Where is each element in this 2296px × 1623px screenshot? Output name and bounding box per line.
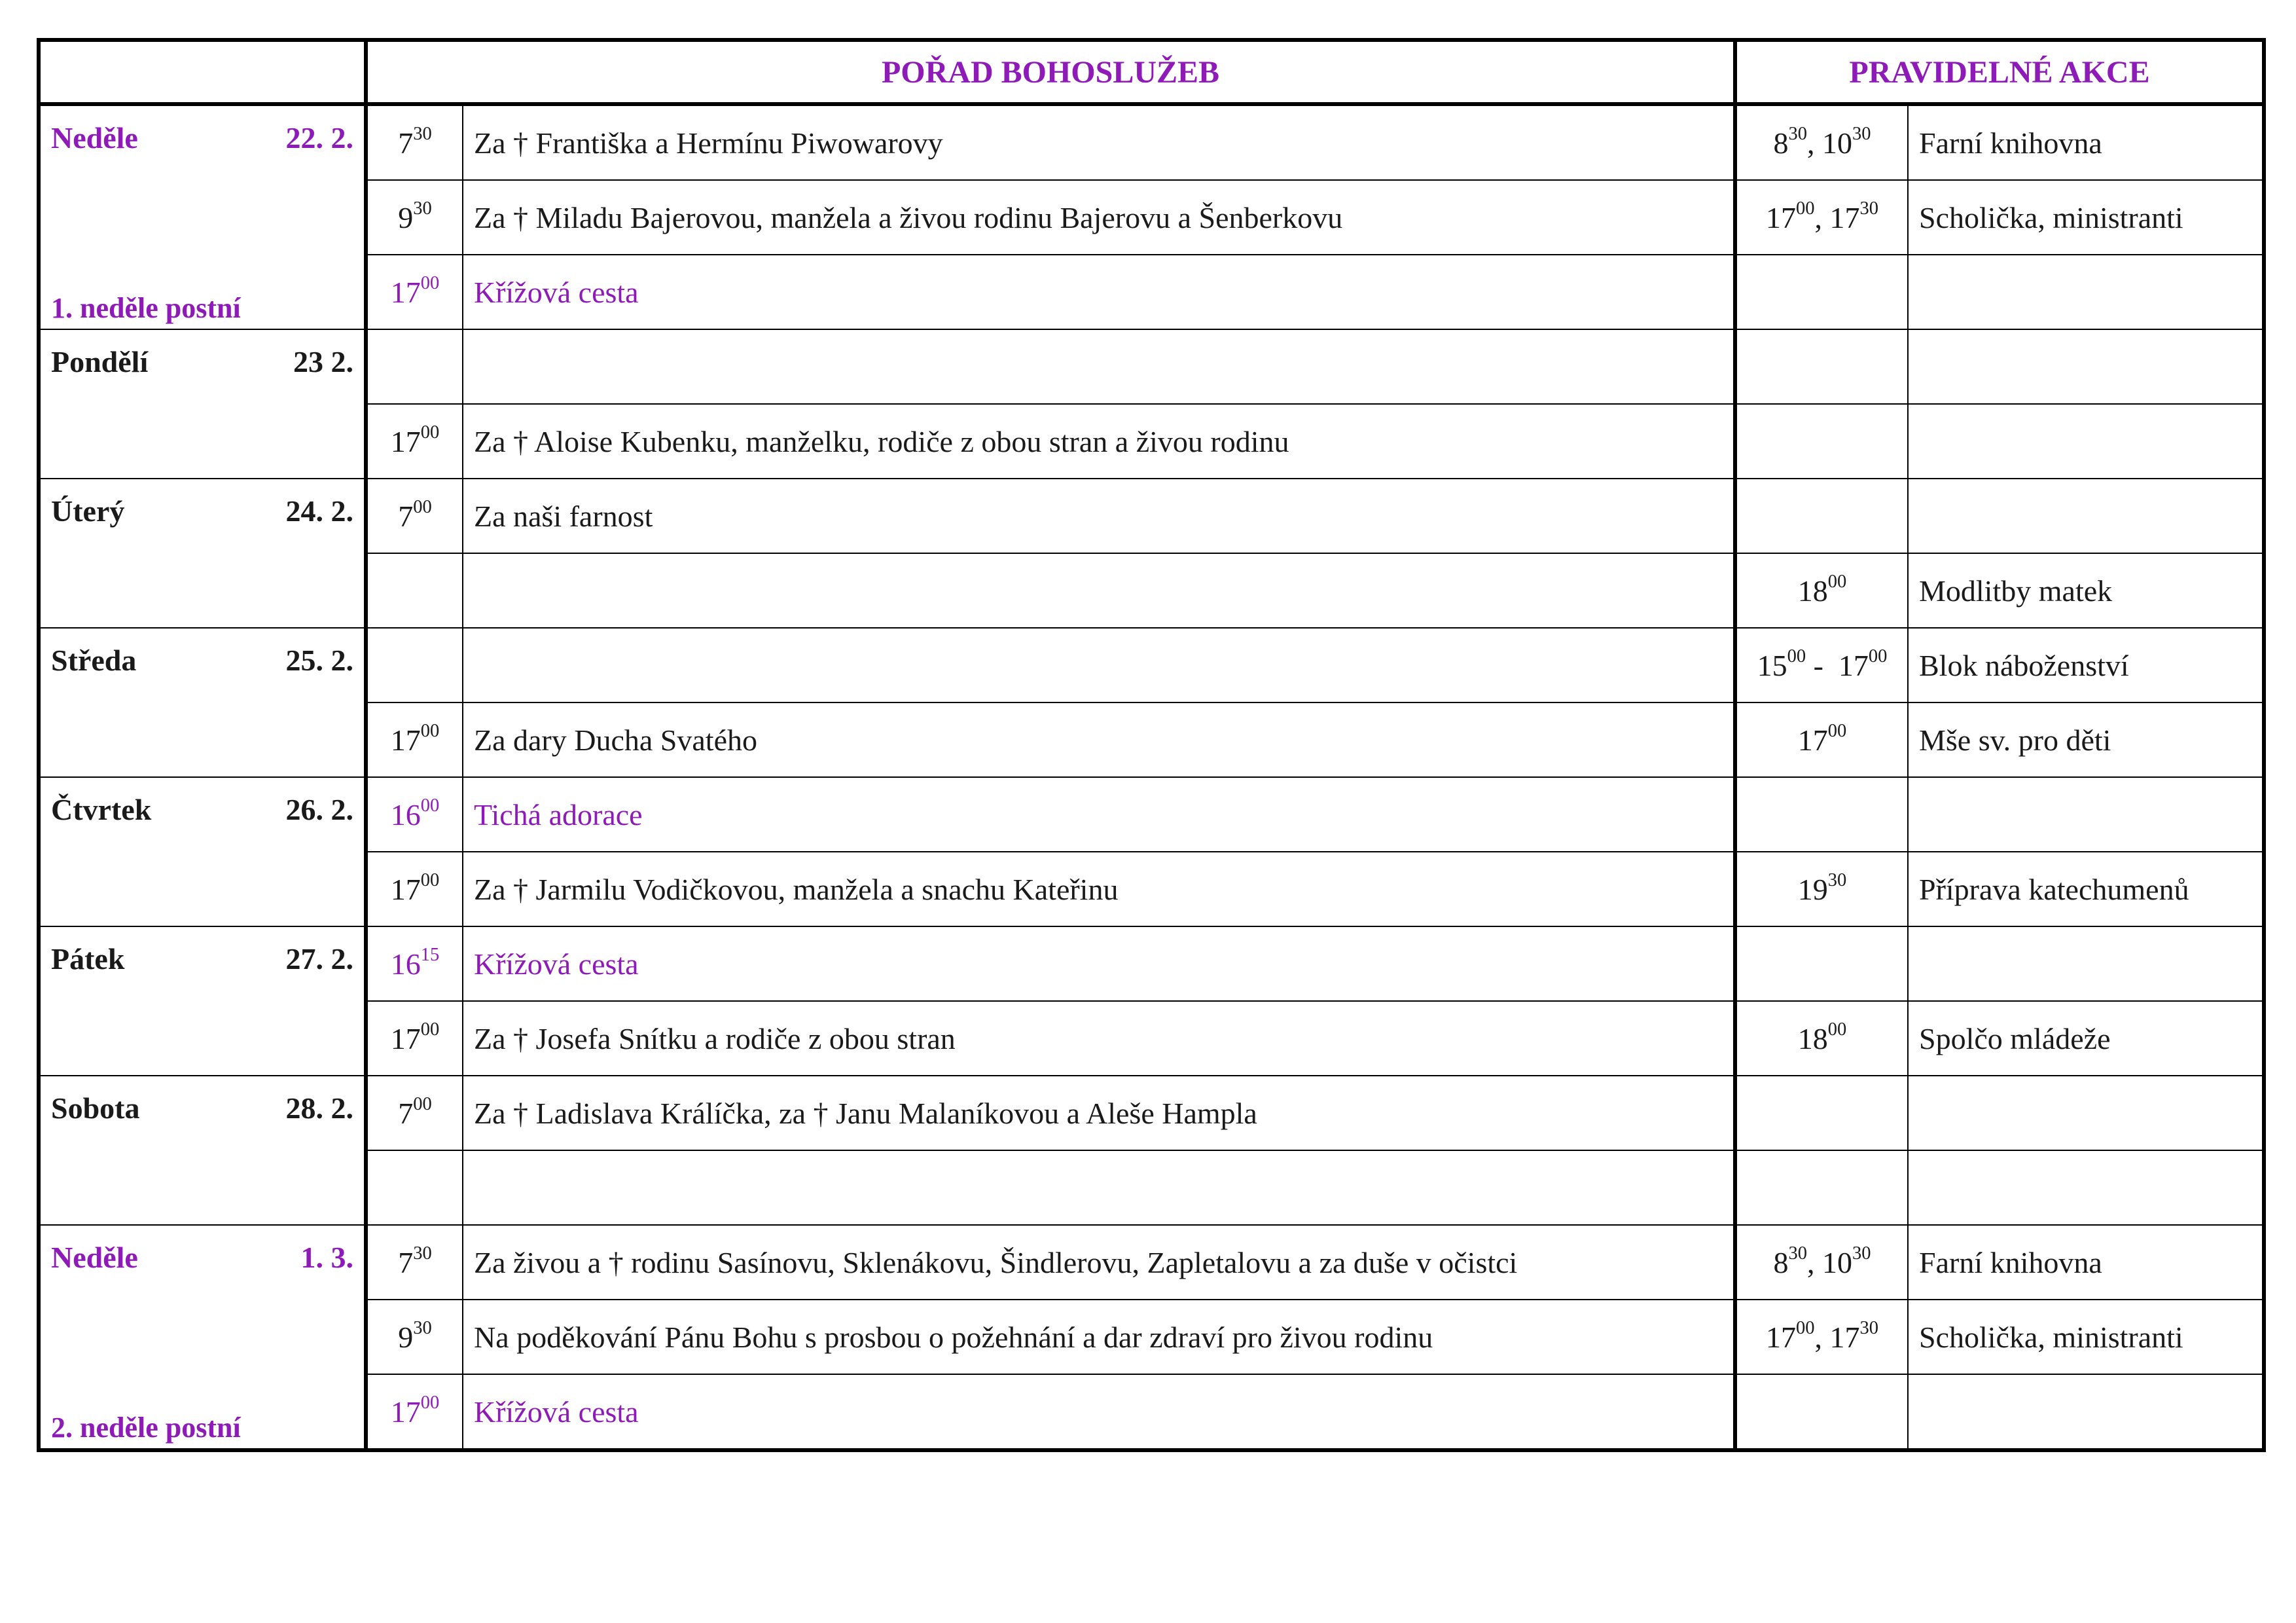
mass-time-value (398, 1093, 432, 1130)
time-hour: 9 (398, 200, 414, 234)
header-row (39, 40, 2264, 104)
time-hour: 17 (1829, 200, 1860, 234)
time-hour: 17 (1829, 1320, 1860, 1354)
time-hour: 7 (398, 499, 414, 533)
event-name (1908, 777, 2264, 852)
mass-intention: Za dary Ducha Svatého (463, 702, 1735, 777)
mass-time (366, 702, 463, 777)
mass-intention: Křížová cesta (463, 255, 1735, 329)
mass-time (366, 553, 463, 628)
mass-time (366, 329, 463, 404)
event-name (1908, 404, 2264, 479)
time-hour: 16 (390, 947, 421, 981)
schedule-row (39, 777, 2264, 852)
mass-time-value (398, 198, 432, 234)
day-date: 28. 2. (285, 1091, 353, 1125)
day-name: Středa (51, 644, 137, 677)
day-cell (39, 329, 366, 479)
day-heading (51, 792, 353, 827)
time-hour: 18 (1797, 1021, 1828, 1055)
day-cell (39, 104, 366, 329)
time-minute: 30 (413, 123, 432, 144)
time-hour: 19 (1797, 872, 1828, 906)
day-name: Pátek (51, 942, 125, 976)
time-minute: 00 (420, 869, 440, 890)
header-blank (39, 40, 366, 104)
day-name: Pondělí (51, 345, 149, 378)
schedule-row (39, 702, 2264, 777)
time-minute: 30 (413, 1243, 432, 1264)
event-name (1908, 1150, 2264, 1225)
time-hour: 7 (398, 1096, 414, 1130)
day-cell-inner (51, 120, 353, 324)
day-name: Čtvrtek (51, 793, 152, 826)
day-heading (51, 941, 353, 976)
time-hour: 17 (390, 1395, 421, 1429)
mass-intention: Křížová cesta (463, 1374, 1735, 1450)
day-name: Neděle (51, 1241, 138, 1274)
schedule-row (39, 479, 2264, 553)
time-minute: 00 (420, 720, 440, 741)
day-name: Úterý (51, 494, 125, 528)
day-date: 1. 3. (300, 1241, 353, 1274)
event-name: Spolčo mládeže (1908, 1001, 2264, 1076)
header-porad-bohosluzeb: POŘAD BOHOSLUŽEB (366, 40, 1735, 104)
event-time-separator: , (1807, 1245, 1822, 1279)
event-name: Scholička, ministranti (1908, 1300, 2264, 1374)
mass-time (366, 1150, 463, 1225)
time-minute: 30 (1788, 1243, 1807, 1264)
day-cell-inner (51, 1091, 353, 1218)
mass-time-value (390, 869, 440, 906)
day-cell-inner (51, 643, 353, 770)
event-time (1735, 255, 1908, 329)
mass-intention (463, 553, 1735, 628)
mass-intention (463, 628, 1735, 702)
time-minute: 00 (420, 422, 440, 443)
mass-time (366, 104, 463, 180)
mass-intention: Za † Aloise Kubenku, manželku, rodiče z obou stran a živou rodinu (463, 404, 1735, 479)
schedule-row (39, 1374, 2264, 1450)
schedule-body (39, 104, 2264, 1450)
day-cell (39, 1225, 366, 1450)
day-cell-inner (51, 792, 353, 919)
event-time-separator: , (1814, 200, 1830, 234)
mass-intention: Za † Josefa Snítku a rodiče z obou stran (463, 1001, 1735, 1076)
time-minute: 00 (1787, 646, 1806, 666)
event-time (1735, 1225, 1908, 1300)
time-hour: 8 (1773, 126, 1789, 160)
schedule-row (39, 104, 2264, 180)
schedule-row (39, 1150, 2264, 1225)
time-minute: 00 (1795, 198, 1815, 219)
event-name (1908, 926, 2264, 1001)
event-name: Blok náboženství (1908, 628, 2264, 702)
time-minute: 00 (413, 1093, 432, 1114)
time-minute: 00 (420, 272, 440, 293)
day-cell (39, 628, 366, 777)
mass-time (366, 180, 463, 255)
day-heading (51, 1091, 353, 1125)
time-minute: 00 (1827, 1019, 1847, 1040)
header-pravidelne-akce: PRAVIDELNÉ AKCE (1735, 40, 2264, 104)
mass-time-value (398, 123, 432, 160)
schedule-row (39, 1300, 2264, 1374)
mass-time (366, 404, 463, 479)
time-minute: 30 (1852, 1243, 1871, 1264)
mass-time-value (398, 1317, 432, 1354)
day-heading (51, 1240, 353, 1275)
event-time (1735, 180, 1908, 255)
day-cell (39, 1076, 366, 1225)
time-hour: 9 (398, 1320, 414, 1354)
event-time-separator: , (1807, 126, 1822, 160)
event-name: Příprava katechumenů (1908, 852, 2264, 926)
time-minute: 30 (1852, 123, 1871, 144)
time-minute: 00 (1827, 571, 1847, 592)
event-name (1908, 255, 2264, 329)
time-minute: 30 (1859, 1317, 1879, 1338)
event-time (1735, 479, 1908, 553)
schedule-row (39, 852, 2264, 926)
day-heading (51, 120, 353, 155)
day-date: 25. 2. (285, 644, 353, 677)
mass-intention: Za živou a † rodinu Sasínovu, Sklenákovu, Šindlerovu, Zapletalovu a za duše v očistci (463, 1225, 1735, 1300)
time-hour: 17 (390, 872, 421, 906)
schedule-row (39, 628, 2264, 702)
event-time (1735, 553, 1908, 628)
time-hour: 10 (1822, 1245, 1852, 1279)
day-heading (51, 643, 353, 678)
day-name: Neděle (51, 121, 138, 155)
time-minute: 30 (1859, 198, 1879, 219)
time-minute: 00 (1795, 1317, 1815, 1338)
event-time (1735, 926, 1908, 1001)
mass-time-value (398, 496, 432, 533)
event-time-value (1797, 720, 1847, 757)
event-time (1735, 702, 1908, 777)
mass-time-value (390, 944, 440, 981)
day-cell-inner (51, 941, 353, 1068)
mass-time-value (390, 422, 440, 458)
mass-time-value (398, 1243, 432, 1279)
day-note: 1. neděle postní (51, 292, 241, 324)
schedule-row (39, 255, 2264, 329)
mass-intention: Na poděkování Pánu Bohu s prosbou o požehnání a dar zdraví pro živou rodinu (463, 1300, 1735, 1374)
time-hour: 17 (1765, 200, 1796, 234)
event-name (1908, 1374, 2264, 1450)
event-name: Farní knihovna (1908, 1225, 2264, 1300)
mass-intention: Za naši farnost (463, 479, 1735, 553)
event-time (1735, 852, 1908, 926)
day-cell (39, 926, 366, 1076)
schedule-row (39, 926, 2264, 1001)
schedule-row (39, 329, 2264, 404)
mass-intention: Tichá adorace (463, 777, 1735, 852)
mass-time (366, 255, 463, 329)
mass-time (366, 479, 463, 553)
event-name: Farní knihovna (1908, 104, 2264, 180)
time-hour: 10 (1822, 126, 1852, 160)
time-minute: 00 (420, 1019, 440, 1040)
mass-time (366, 852, 463, 926)
event-time (1735, 777, 1908, 852)
mass-intention: Křížová cesta (463, 926, 1735, 1001)
day-cell (39, 777, 366, 926)
event-name: Mše sv. pro děti (1908, 702, 2264, 777)
time-hour: 17 (390, 275, 421, 309)
day-cell-inner (51, 494, 353, 621)
mass-intention: Za † Ladislava Králíčka, za † Janu Malaníkovou a Aleše Hampla (463, 1076, 1735, 1150)
time-minute: 00 (420, 795, 440, 816)
time-minute: 00 (1868, 646, 1888, 666)
day-name: Sobota (51, 1091, 140, 1125)
time-hour: 15 (1757, 648, 1787, 682)
mass-time (366, 777, 463, 852)
event-time-separator: - (1806, 648, 1839, 682)
event-time-value (1829, 198, 1879, 234)
event-time (1735, 628, 1908, 702)
event-time-value (1797, 1019, 1847, 1055)
time-hour: 7 (398, 126, 414, 160)
schedule-row (39, 1225, 2264, 1300)
day-date: 24. 2. (285, 494, 353, 528)
event-time-value (1765, 198, 1815, 234)
event-time-value (1829, 1317, 1879, 1354)
event-time-value (1773, 1243, 1807, 1279)
mass-intention: Za † Miladu Bajerovou, manžela a živou rodinu Bajerovu a Šenberkovu (463, 180, 1735, 255)
event-time (1735, 1150, 1908, 1225)
event-time (1735, 329, 1908, 404)
mass-time (366, 926, 463, 1001)
day-note: 2. neděle postní (51, 1412, 241, 1444)
time-hour: 17 (1797, 723, 1828, 757)
schedule-row (39, 404, 2264, 479)
event-time-value (1797, 869, 1847, 906)
time-minute: 30 (413, 198, 432, 219)
time-hour: 7 (398, 1245, 414, 1279)
event-time-value (1765, 1317, 1815, 1354)
mass-time (366, 1001, 463, 1076)
mass-time (366, 628, 463, 702)
event-time-value (1822, 123, 1871, 160)
mass-time (366, 1300, 463, 1374)
day-cell-inner (51, 1240, 353, 1444)
mass-intention: Za † Jarmilu Vodičkovou, manžela a snachu Kateřinu (463, 852, 1735, 926)
schedule-row (39, 1076, 2264, 1150)
time-hour: 17 (390, 1021, 421, 1055)
schedule-table (37, 38, 2266, 1452)
day-date: 27. 2. (285, 942, 353, 976)
day-heading (51, 344, 353, 379)
mass-time (366, 1076, 463, 1150)
mass-intention (463, 1150, 1735, 1225)
mass-time (366, 1374, 463, 1450)
time-hour: 17 (1765, 1320, 1796, 1354)
time-hour: 17 (1838, 648, 1869, 682)
day-date: 26. 2. (285, 793, 353, 826)
mass-time-value (390, 1392, 440, 1429)
mass-intention: Za † Františka a Hermínu Piwowarovy (463, 104, 1735, 180)
event-name (1908, 479, 2264, 553)
event-name: Scholička, ministranti (1908, 180, 2264, 255)
day-heading (51, 494, 353, 528)
time-minute: 00 (413, 496, 432, 517)
event-time (1735, 104, 1908, 180)
event-time (1735, 404, 1908, 479)
event-time (1735, 1001, 1908, 1076)
time-hour: 18 (1797, 574, 1828, 608)
mass-intention (463, 329, 1735, 404)
day-date: 23 2. (293, 345, 353, 378)
event-time-value (1757, 646, 1806, 682)
event-time (1735, 1076, 1908, 1150)
day-date: 22. 2. (285, 121, 353, 155)
mass-time-value (390, 1019, 440, 1055)
time-hour: 17 (390, 424, 421, 458)
event-name (1908, 1076, 2264, 1150)
event-time (1735, 1374, 1908, 1450)
event-name (1908, 329, 2264, 404)
event-time (1735, 1300, 1908, 1374)
event-time-value (1773, 123, 1807, 160)
time-minute: 30 (413, 1317, 432, 1338)
time-minute: 00 (420, 1392, 440, 1413)
time-minute: 15 (420, 944, 440, 965)
event-time-value (1797, 571, 1847, 608)
time-hour: 17 (390, 723, 421, 757)
time-minute: 00 (1827, 720, 1847, 741)
day-cell-inner (51, 344, 353, 471)
time-minute: 30 (1827, 869, 1847, 890)
mass-time-value (390, 272, 440, 309)
mass-time-value (390, 795, 440, 831)
time-hour: 16 (390, 797, 421, 831)
event-time-value (1822, 1243, 1871, 1279)
day-cell (39, 479, 366, 628)
time-hour: 8 (1773, 1245, 1789, 1279)
time-minute: 30 (1788, 123, 1807, 144)
event-time-separator: , (1814, 1320, 1830, 1354)
mass-time-value (390, 720, 440, 757)
schedule-row (39, 180, 2264, 255)
schedule-row (39, 1001, 2264, 1076)
schedule-row (39, 553, 2264, 628)
event-name: Modlitby matek (1908, 553, 2264, 628)
mass-time (366, 1225, 463, 1300)
event-time-value (1838, 646, 1888, 682)
